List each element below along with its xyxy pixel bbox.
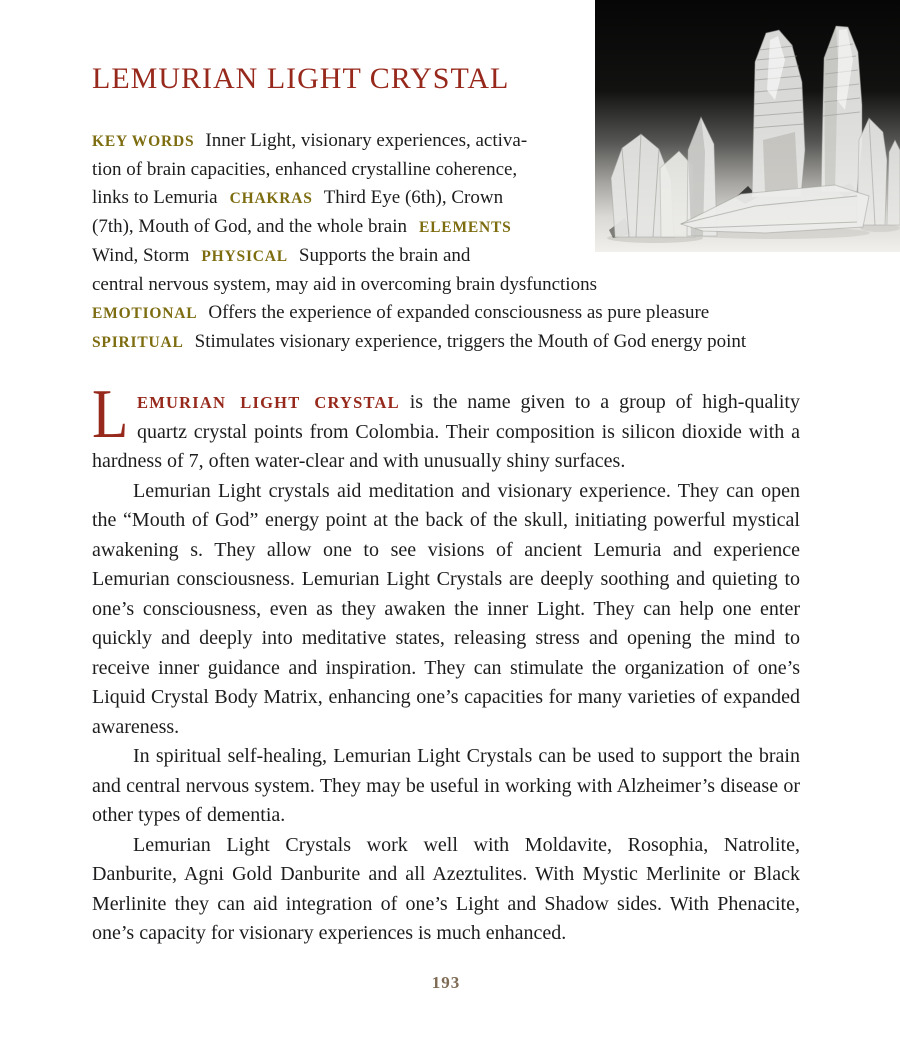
keywords-text: (7th), Mouth of God, and the whole brain [92,216,408,237]
keywords-block [92,127,800,357]
keywords-text: Offers the experience of expanded consciousness as pure pleasure [208,302,710,323]
keywords-text: tion of brain capacities, enhanced crystalline coherence, [92,159,518,180]
keywords-line [92,299,800,328]
keywords-text: Wind, Storm [92,245,190,266]
keyword-label: ELEMENTS [419,219,512,236]
keywords-line [92,271,800,299]
keywords-line [92,156,800,184]
body-text [92,376,800,949]
page-title: LEMURIAN LIGHT CRYSTAL [92,62,510,95]
body-paragraph [92,831,800,949]
keyword-label: KEY WORDS [92,133,195,150]
paragraph-text: In spiritual self-healing, Lemurian Light Crystals can be used to support the brain and central nervous system. They may be useful in working with Alzheimer’s disease or other types of dementia. [92,745,800,826]
paragraph-text: Lemurian Light Crystals work well with Moldavite, Rosophia, Natrolite, Danburite, Agni Gold Danburite and all Azeztulites. With Mystic Merlinite or Black Merlinite they can aid integration of one’s Light and Shadow sides. With Phenacite, one’s capacity for visionary experiences is much enhanced. [92,833,800,944]
dropcap-letter: L [92,376,129,453]
keywords-text: Supports the brain and [298,245,471,266]
keywords-text: Third Eye (6th), Crown [323,187,504,208]
body-paragraph [92,477,800,743]
keywords-line [92,213,800,242]
keywords-text: central nervous system, may aid in overcoming brain dysfunctions [92,274,597,295]
paragraph-text: Lemurian Light crystals aid meditation and visionary experience. They can open the “Mouth of God” energy point at the back of the skull, initiating powerful mystical awakening s. They allow one to see visions of ancient Lemuria and experience Lemurian consciousness. Lemurian Light Crystals are deeply soothing and quieting to one’s consciousness, even as they awaken the inner Light. They can help one enter quickly and deeply into meditative states, releasing stress and opening the mind to receive inner guidance and inspiration. They can stimulate the organization of one’s Liquid Crystal Body Matrix, enhancing one’s capacities for many varieties of expanded awareness. [92,479,800,738]
keywords-text: links to Lemuria [92,187,218,208]
keyword-label: PHYSICAL [201,248,288,265]
body-paragraph [92,742,800,831]
keyword-label: CHAKRAS [229,190,313,207]
paragraph-text: is the name given to a group of high-quality quartz crystal points from Colombia. Their composition is silicon dioxide with a hardness of 7, often water-clear and with unusually shiny surfaces. [92,391,800,472]
page-number: 193 [431,972,461,992]
keywords-text: Stimulates visionary experience, triggers the Mouth of God energy point [194,331,747,352]
page-content [0,62,900,993]
keyword-label: SPIRITUAL [92,334,184,351]
body-paragraph [92,376,800,477]
keywords-line [92,127,800,156]
keywords-line [92,328,800,357]
lead-smallcaps: EMURIAN LIGHT CRYSTAL [137,393,400,412]
keyword-label: EMOTIONAL [92,305,198,322]
keywords-text: Inner Light, visionary experiences, activa- [205,130,528,151]
keywords-line [92,184,800,213]
keywords-line [92,242,800,271]
